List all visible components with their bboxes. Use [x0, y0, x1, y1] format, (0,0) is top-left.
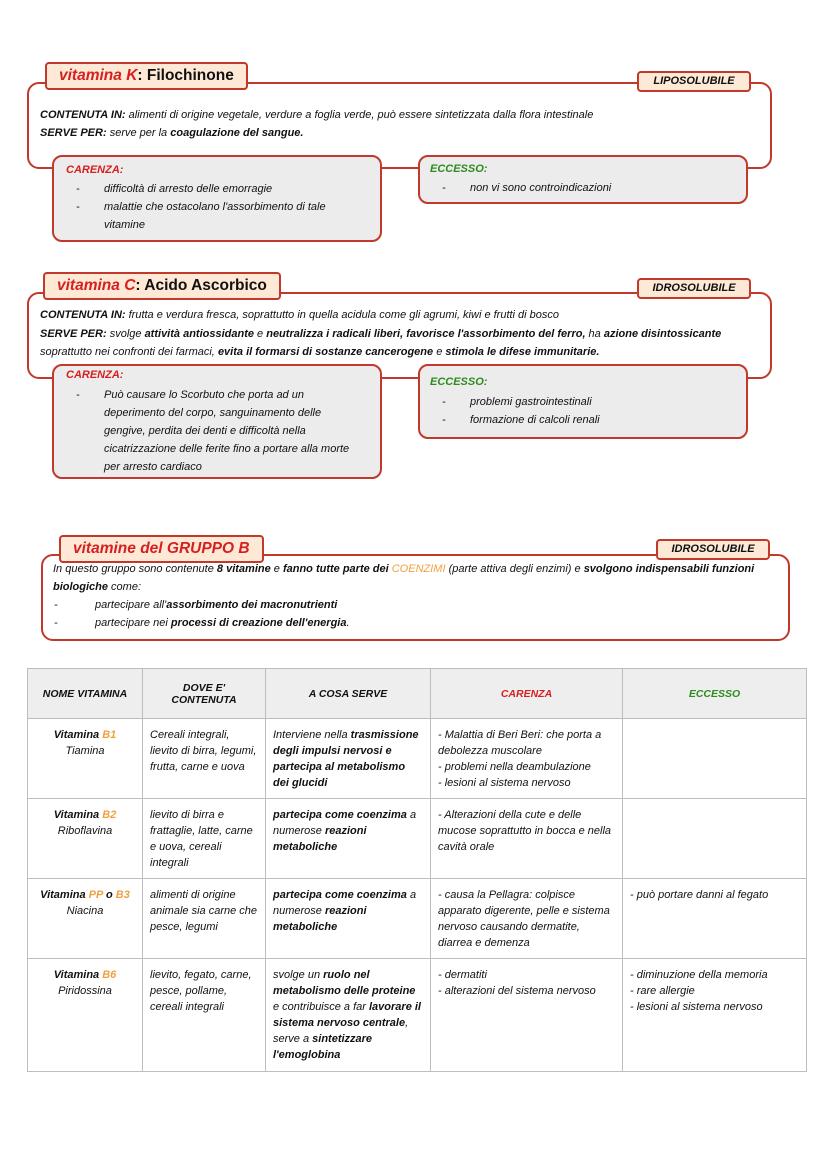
cell-carenza: - dermatiti - alterazioni del sistema nervoso — [431, 959, 623, 1072]
cell-eccesso: - diminuzione della memoria - rare allergie - lesioni al sistema nervoso — [623, 959, 807, 1072]
list-item: - formazione di calcoli renali — [430, 411, 730, 429]
header-dove: DOVE E' CONTENUTA — [143, 669, 266, 719]
vitc-carenza-box — [52, 364, 382, 479]
list-item: - Può causare lo Scorbuto che porta ad un deperimento del corpo, sanguinamento delle gengive, perdita dei denti e difficoltà nella cicatrizzazione delle ferite fino a portare alla morte per arresto cardiaco — [64, 386, 356, 476]
vitk-contenuta: CONTENUTA IN: alimenti di origine vegetale, verdure a foglia verde, può essere sintetizzata dalla flora intestinale — [40, 109, 594, 121]
vitb-title: vitamine del GRUPPO B — [59, 535, 264, 563]
vitc-eccesso-label: ECCESSO: — [430, 376, 488, 388]
list-item: - difficoltà di arresto delle emorragie — [64, 180, 354, 198]
vitk-carenza-label: CARENZA: — [66, 164, 124, 176]
table-row — [28, 719, 807, 799]
table-header-row — [28, 669, 807, 719]
vitc-carenza-list — [64, 386, 356, 476]
vitc-eccesso-list — [430, 393, 730, 429]
vitc-solubility-tag: IDROSOLUBILE — [637, 278, 751, 299]
vitk-eccesso-list — [430, 179, 730, 197]
cell-carenza: - Malattia di Beri Beri: che porta a debolezza muscolare - problemi nella deambulazione - lesioni al sistema nervoso — [431, 719, 623, 799]
cell-serve: Interviene nella trasmissione degli impulsi nervosi e partecipa al metabolismo dei glucidi — [266, 719, 431, 799]
cell-carenza: - causa la Pellagra: colpisce apparato digerente, pelle e sistema nervoso causando dermatite, diarrea e demenza — [431, 879, 623, 959]
table-row — [28, 799, 807, 879]
cell-eccesso — [623, 719, 807, 799]
list-item: - malattie che ostacolano l'assorbimento di tale vitamine — [64, 198, 354, 234]
cell-nome: Vitamina B2 Riboflavina — [28, 799, 143, 879]
list-item: - partecipare nei processi di creazione dell'energia. — [42, 614, 742, 632]
vitc-title: vitamina C: Acido Ascorbico — [43, 272, 281, 300]
cell-serve: partecipa come coenzima a numerose reazioni metaboliche — [266, 799, 431, 879]
vitc-serve: SERVE PER: svolge attività antiossidante e neutralizza i radicali liberi, favorisce l'assorbimento del ferro, ha azione disintossicante soprattutto nei confronti dei farmaci, evita il formarsi di sostanze cancerogene e stimola le difese immunitarie. — [40, 328, 722, 358]
header-nome: NOME VITAMINA — [28, 669, 143, 719]
cell-carenza: - Alterazioni della cute e delle mucose soprattutto in bocca e nella cavità orale — [431, 799, 623, 879]
vitc-contenuta: CONTENUTA IN: frutta e verdura fresca, soprattutto in quella acidula come gli agrumi, kiwi e frutti di bosco — [40, 309, 560, 321]
vitc-carenza-label: CARENZA: — [66, 369, 124, 381]
header-carenza: CARENZA — [431, 669, 623, 719]
header-eccesso: ECCESSO — [623, 669, 807, 719]
vitk-eccesso-label: ECCESSO: — [430, 163, 488, 175]
vitb-solubility-tag: IDROSOLUBILE — [656, 539, 770, 560]
cell-eccesso: - può portare danni al fegato — [623, 879, 807, 959]
cell-nome: Vitamina B1 Tiamina — [28, 719, 143, 799]
vitc-eccesso-box — [418, 364, 748, 439]
cell-eccesso — [623, 799, 807, 879]
cell-dove: lievito di birra e frattaglie, latte, carne e uova, cereali integrali — [143, 799, 266, 879]
cell-dove: alimenti di origine animale sia carne che pesce, legumi — [143, 879, 266, 959]
vitk-serve: SERVE PER: serve per la coagulazione del sangue. — [40, 127, 304, 139]
cell-nome: Vitamina PP o B3 Niacina — [28, 879, 143, 959]
list-item: - non vi sono controindicazioni — [430, 179, 730, 197]
list-item: - problemi gastrointestinali — [430, 393, 730, 411]
vitk-eccesso-box — [418, 155, 748, 204]
table-row — [28, 959, 807, 1072]
cell-dove: lievito, fegato, carne, pesce, pollame, cereali integrali — [143, 959, 266, 1072]
cell-serve: partecipa come coenzima a numerose reazioni metaboliche — [266, 879, 431, 959]
list-item: - partecipare all'assorbimento dei macronutrienti — [42, 596, 742, 614]
cell-serve: svolge un ruolo nel metabolismo delle proteine e contribuisce a far lavorare il sistema nervoso centrale, serve a sintetizzare l'emoglobina — [266, 959, 431, 1072]
vitb-list — [42, 596, 742, 632]
header-serve: A COSA SERVE — [266, 669, 431, 719]
cell-nome: Vitamina B6 Piridossina — [28, 959, 143, 1072]
vitk-carenza-list — [64, 180, 354, 234]
vitk-solubility-tag: LIPOSOLUBILE — [637, 71, 751, 92]
vitamin-table — [27, 668, 807, 1072]
vitb-intro: In questo gruppo sono contenute 8 vitamine e fanno tutte parte dei COENZIMI (parte attiva degli enzimi) e svolgono indispensabili funzioni biologiche come: — [53, 563, 755, 593]
table-row — [28, 879, 807, 959]
vitk-carenza-box — [52, 155, 382, 242]
vitk-title: vitamina K: Filochinone — [45, 62, 248, 90]
cell-dove: Cereali integrali, lievito di birra, legumi, frutta, carne e uova — [143, 719, 266, 799]
